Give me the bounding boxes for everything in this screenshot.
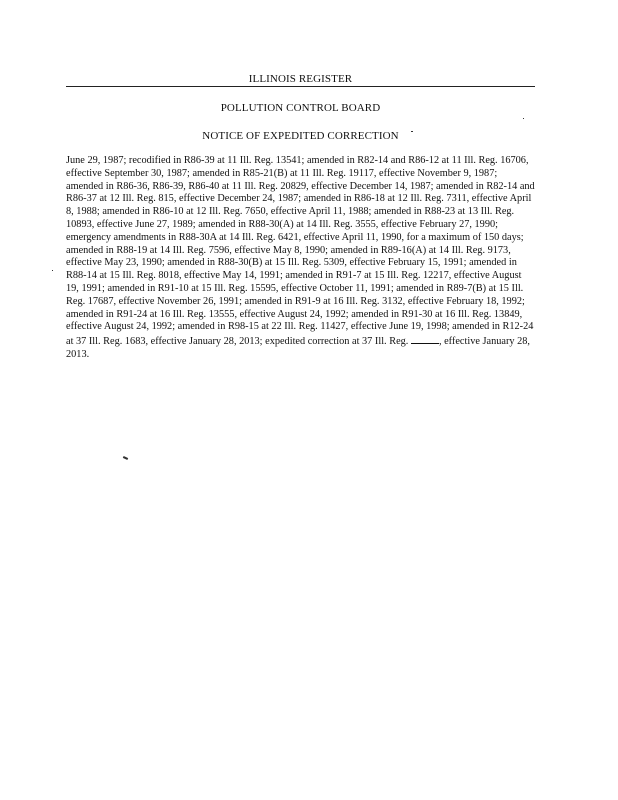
history-text: June 29, 1987; recodified in R86-39 at 11 Ill. Reg. 13541; amended in R82-14 and R86-12 at 11 Ill. Reg. 16706, effective September 30, 1987; amended in R85-21(B) at 11 Ill. Reg. 19117, effective November 9, 1987; amended in R86-36, R86-39, R86-40 at 11 Ill. Reg. 20829, effective December 14, 1987; amended in R82-14 and R86-37 at 12 Ill. Reg. 815, effective December 24, 1987; amended in R86-18 at 12 Ill. Reg. 7311, effective April 8, 1988; amended in R86-10 at 12 Ill. Reg. 7650, effective April 11, 1988; amended in R88-23 at 13 Ill. Reg. 10893, effective June 27, 1989; amended in R88-30(A) at 14 Ill. Reg. 3555, effective February 27, 1990; emergency amendments in R88-30A at 14 Ill. Reg. 6421, effective April 11, 1990, for a maximum of 150 days; amended in R88-19 at 14 Ill. Reg. 7596, effective May 8, 1990; amended in R89-16(A) at 14 Ill. Reg. 9173, effective May 23, 1990; amended in R88-30(B) at 15 Ill. Reg. 5309, effective February 15, 1991; amended in R88-14 at 15 Ill. Reg. 8018, effective May 14, 1991; amended in R91-7 at 15 Ill. Reg. 12217, effective August 19, 1991; amended in R91-10 at 15 Ill. Reg. 15595, effective October 11, 1991; amended in R89-7(B) at 15 Ill. Reg. 17687, effective November 26, 1991; amended in R91-9 at 16 Ill. Reg. 3132, effective February 18, 1992; amended in R91-24 at 16 Ill. Reg. 13555, effective August 24, 1992; amended in R91-30 at 16 Ill. Reg. 13849, effective August 24, 1992; amended in R98-15 at 22 Ill. Reg. 11427, effective June 19, 1998; amended in R12-24 at 37 Ill. Reg. 1683, effective January 28, 2013; expedited correction at 37 Ill. Reg. [66, 155, 535, 348]
register-title: ILLINOIS REGISTER [248, 73, 353, 85]
register-page-blank [411, 334, 439, 344]
notice-title: NOTICE OF EXPEDITED CORRECTION [202, 130, 399, 142]
board-title: POLLUTION CONTROL BOARD [220, 102, 381, 114]
scan-speck [52, 270, 53, 271]
header-rule [66, 86, 535, 87]
scan-speck [411, 131, 413, 132]
scan-speck [523, 118, 524, 119]
closing-text: , effective January 28, 2013. [66, 336, 530, 360]
source-history-paragraph [66, 155, 536, 362]
scan-speck [123, 456, 128, 460]
